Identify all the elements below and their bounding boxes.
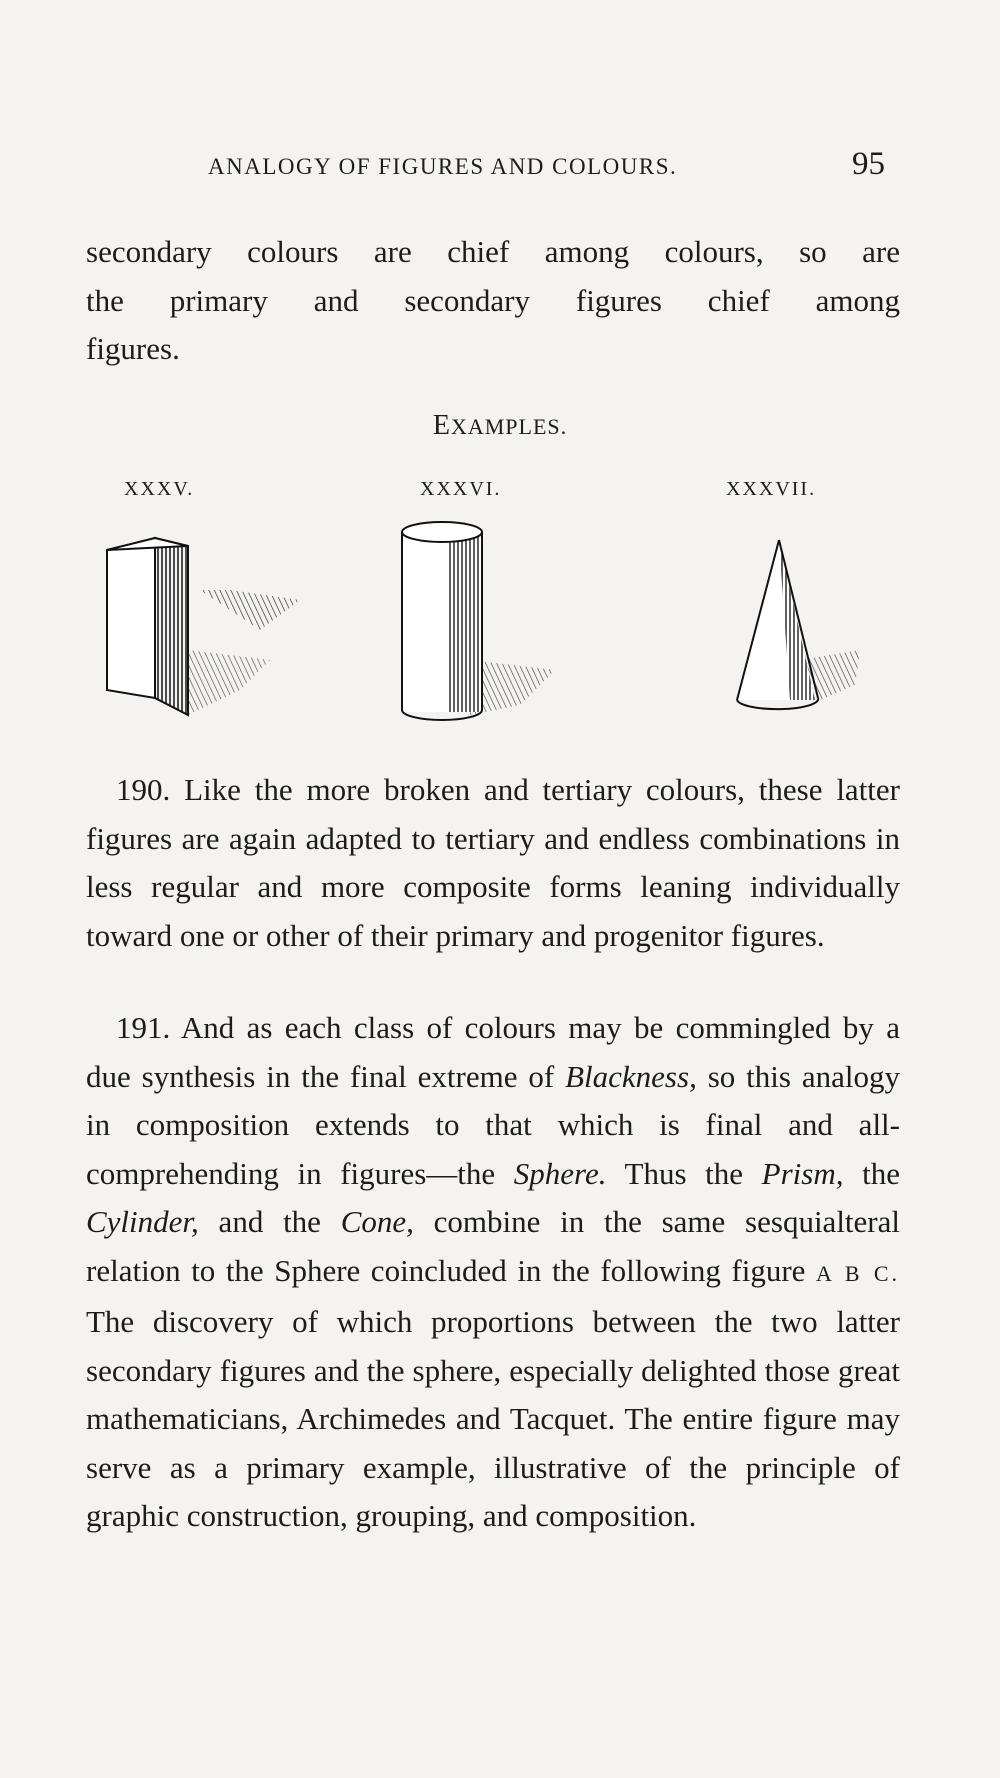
figure-label-xxxvii: XXXVII. xyxy=(726,478,817,500)
figure-label-xxxvi: XXXVI. xyxy=(420,478,502,500)
top-line-1: secondary colours are chief among colours, so are xyxy=(86,234,900,269)
paragraph-190-text: 190. Like the more broken and tertiary colours, these latter figures are again adapted to tertiary and endless combinations in less regular and more composite forms leaning individually toward one or other of their primary and progenitor figures. xyxy=(86,772,900,953)
paragraph-190 xyxy=(86,766,900,960)
top-line-3: figures. xyxy=(86,331,180,366)
top-paragraph xyxy=(86,228,900,374)
paragraph-191 xyxy=(86,1004,900,1541)
paragraph-191-text: 191. And as each class of colours may be commingled by a due synthesis in the final extreme of Blackness, so this analogy in composition extends to that which is final and all-comprehending in figures—the Sphere. Thus the Prism, the Cylinder, and the Cone, combine in the same sesquialteral relation to the Sphere coincluded in the following figure A B C. The discovery of which proportions between the two latter secondary figures and the sphere, especially delighted those great mathematicians, Archimedes and Tacquet. The entire figure may serve as a primary example, illustrative of the principle of graphic construction, grouping, and composition. xyxy=(86,1010,900,1533)
prism-figure xyxy=(107,538,300,715)
cone-figure xyxy=(737,540,860,709)
figure-label-xxxv: XXXV. xyxy=(124,478,195,500)
top-line-2: the primary and secondary figures chief among xyxy=(86,282,900,318)
cylinder-figure xyxy=(402,522,555,720)
examples-heading: EXAMPLES. xyxy=(432,410,568,441)
running-head xyxy=(0,146,1000,186)
figures-illustration xyxy=(0,510,1000,740)
page-number: 95 xyxy=(852,146,885,182)
running-title: ANALOGY OF FIGURES AND COLOURS. xyxy=(208,154,678,179)
